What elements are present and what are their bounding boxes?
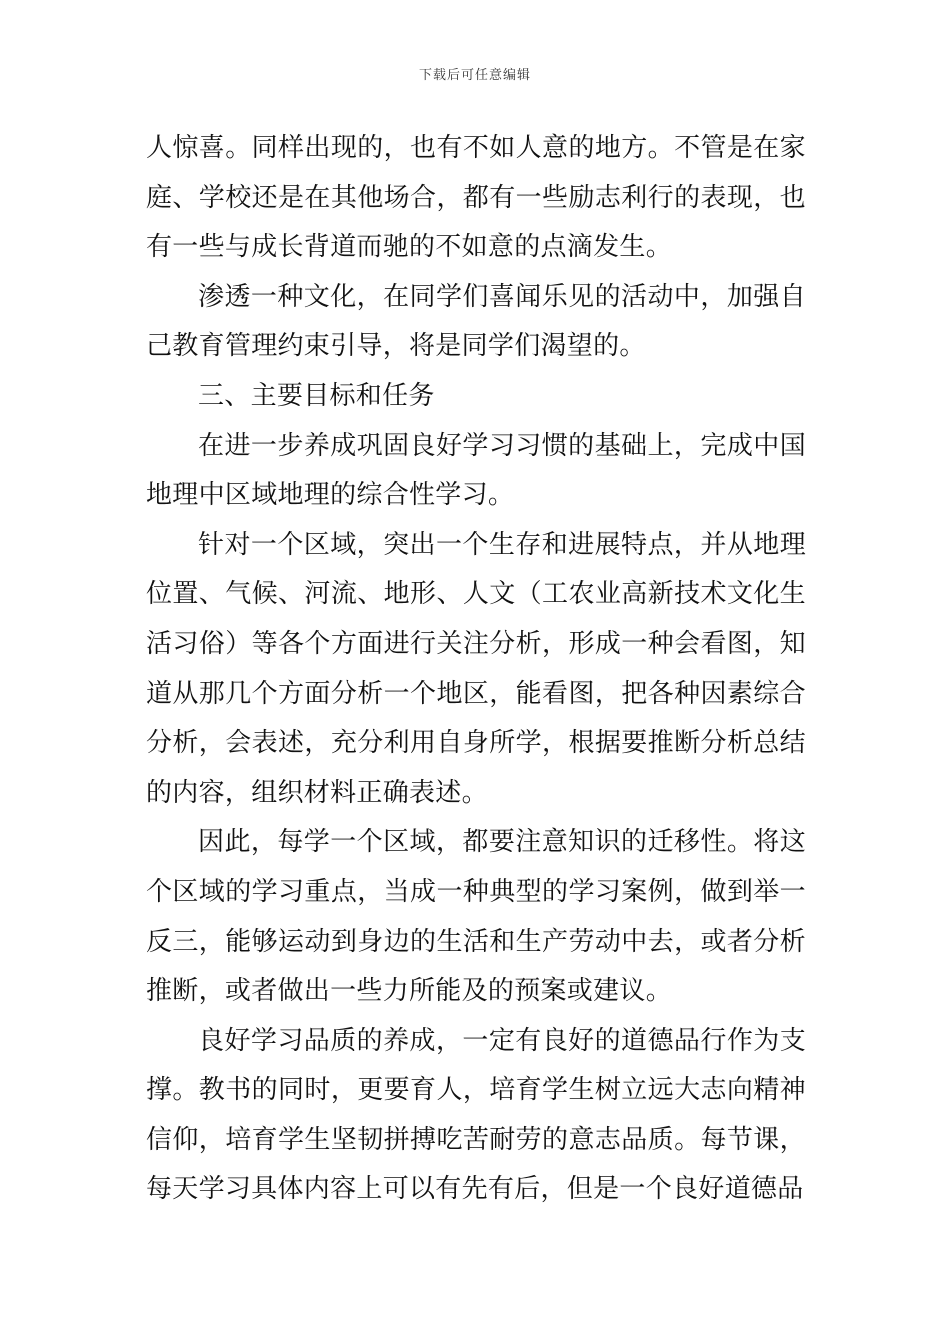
paragraph: 在进一步养成巩固良好学习习惯的基础上，完成中国地理中区域地理的综合性学习。 [146, 430, 806, 511]
paragraph: 渗透一种文化，在同学们喜闻乐见的活动中，加强自己教育管理约束引导，将是同学们渴望的。 [146, 281, 806, 362]
document-body [146, 124, 806, 1215]
paragraph: 针对一个区域，突出一个生存和进展特点，并从地理位置、气候、河流、地形、人文（工农业高新技术文化生活习俗）等各个方面进行关注分析，形成一种会看图，知道从那几个方面分析一个地区，能看图，把各种因素综合分析，会表述，充分利用自身所学，根据要推断分析总结的内容，组织材料正确表述。 [146, 529, 806, 808]
paragraph: 良好学习品质的养成，一定有良好的道德品行作为支撑。教书的同时，更要育人，培育学生树立远大志向精神信仰，培育学生坚韧拼搏吃苦耐劳的意志品质。每节课，每天学习具体内容上可以有先有后，但是一个良好道德品 [146, 1025, 806, 1205]
paragraph: 因此，每学一个区域，都要注意知识的迁移性。将这个区域的学习重点，当成一种典型的学习案例，做到举一反三，能够运动到身边的生活和生产劳动中去，或者分析推断，或者做出一些力所能及的预案或建议。 [146, 827, 806, 1007]
page-header-note: 下载后可任意编辑 [418, 68, 531, 83]
section-heading: 三、主要目标和任务 [198, 380, 435, 411]
paragraph-continued: 人惊喜。同样出现的，也有不如人意的地方。不管是在家庭、学校还是在其他场合，都有一些励志利行的表现，也有一些与成长背道而驰的不如意的点滴发生。 [146, 133, 806, 263]
